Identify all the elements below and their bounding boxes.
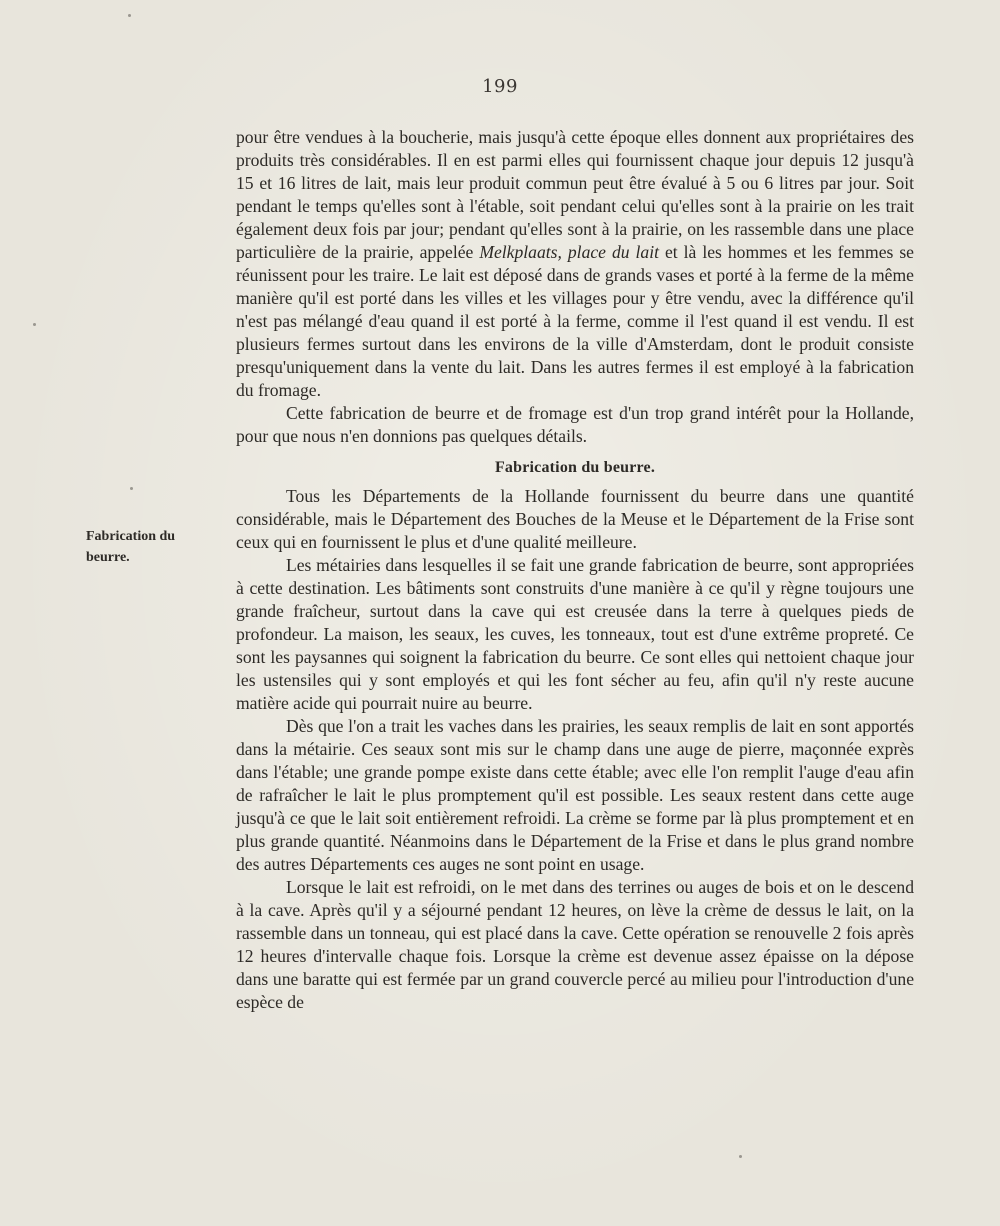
body-text xyxy=(236,126,914,1014)
paragraph-continuation xyxy=(236,126,914,402)
margin-note: Fabrication du beurre. xyxy=(86,529,176,565)
section-heading: Fabrication du beurre. xyxy=(494,459,656,476)
paper-speck xyxy=(739,1155,742,1158)
paragraph-text: pour être vendues à la boucherie, mais jusqu'à cette époque elles donnent aux propriétaires des produits très considérables. Il en est parmi elles qui fournissent chaque jour depuis 12 jusqu'à 15 et 16 litres de lait, mais leur produit commun peut être évalué à 5 ou 6 litres par jour. Soit pendant le temps qu'elles sont à l'étable, soit pendant celui qu'elles sont à la prairie on les trait également deux fois par jour; pendant qu'elles sont à la prairie, on les rassemble dans une place particulière de la prairie, appelée xyxy=(236,127,914,262)
paragraph: Cette fabrication de beurre et de fromage est d'un trop grand intérêt pour la Hollande, pour que nous n'en donnions pas quelques détails. xyxy=(236,403,914,446)
paragraph: Lorsque le lait est refroidi, on le met dans des terrines ou auges de bois et on le descend à la cave. Après qu'il y a séjourné pendant 12 heures, on lève la crème de dessus le lait, on la rassemble dans un tonneau, qui est placé dans la cave. Cette opération se renouvelle 2 fois après 12 heures d'intervalle chaque fois. Lorsque la crème est devenue assez épaisse on la dépose dans une baratte qui est fermée par un grand couvercle percé au milieu pour l'introduction d'une espèce de xyxy=(236,877,914,1012)
paragraph: Les métairies dans lesquelles il se fait une grande fabrication de beurre, sont appropriées à cette destination. Les bâtiments sont construits d'une manière à ce qu'il y règne toujours une grande fraîcheur, surtout dans la cave qui est creusée dans la terre à quelques pieds de profondeur. La maison, les seaux, les cuves, les tonneaux, tout est d'une extrême propreté. Ce sont les paysannes qui soignent la fabrication du beurre. Ce sont elles qui nettoient chaque jour les ustensiles qui y sont employés et qui les font sécher au feu, afin qu'il n'y reste aucune matière acide qui pourrait nuire au beurre. xyxy=(236,555,914,713)
italic-term: Melkplaats, place du lait xyxy=(479,242,659,262)
paragraph: Tous les Départements de la Hollande fournissent du beurre dans une quantité considérable, mais le Département des Bouches de la Meuse et le Département de la Frise sont ceux qui en fournissent le plus et d'une qualité meilleure. xyxy=(236,486,914,552)
page-number: 199 xyxy=(482,76,518,97)
paper-speck xyxy=(128,14,131,17)
paper-speck xyxy=(130,487,133,490)
paragraph-text: et là les hommes et les femmes se réunissent pour les traire. Le lait est déposé dans de grands vases et porté à la ferme de la même manière qu'il est porté dans les villes et les villages pour y être vendu, avec la différence qu'il n'est pas mélangé d'eau quand il est porté à la ferme, comme il l'est quand il est vendu. Il est plusieurs fermes surtout dans les environs de la ville d'Amsterdam, dont le produit consiste presqu'uniquement dans la vente du lait. Dans les autres fermes il est employé à la fabrication du fromage. xyxy=(236,242,914,400)
paper-speck xyxy=(33,323,36,326)
paragraph: Dès que l'on a trait les vaches dans les prairies, les seaux remplis de lait en sont apportés dans la métairie. Ces seaux sont mis sur le champ dans une auge de pierre, maçonnée exprès dans l'étable; une grande pompe existe dans cette étable; avec elle l'on remplit l'auge d'eau afin de rafraîcher le lait le plus promptement qu'il est possible. Les seaux restent dans cette auge jusqu'à ce que le lait soit entièrement refroidi. La crème se forme par là plus promptement et en plus grande quantité. Néanmoins dans le Département de la Frise et dans le plus grand nombre des autres Départements ces auges ne sont point en usage. xyxy=(236,716,914,874)
